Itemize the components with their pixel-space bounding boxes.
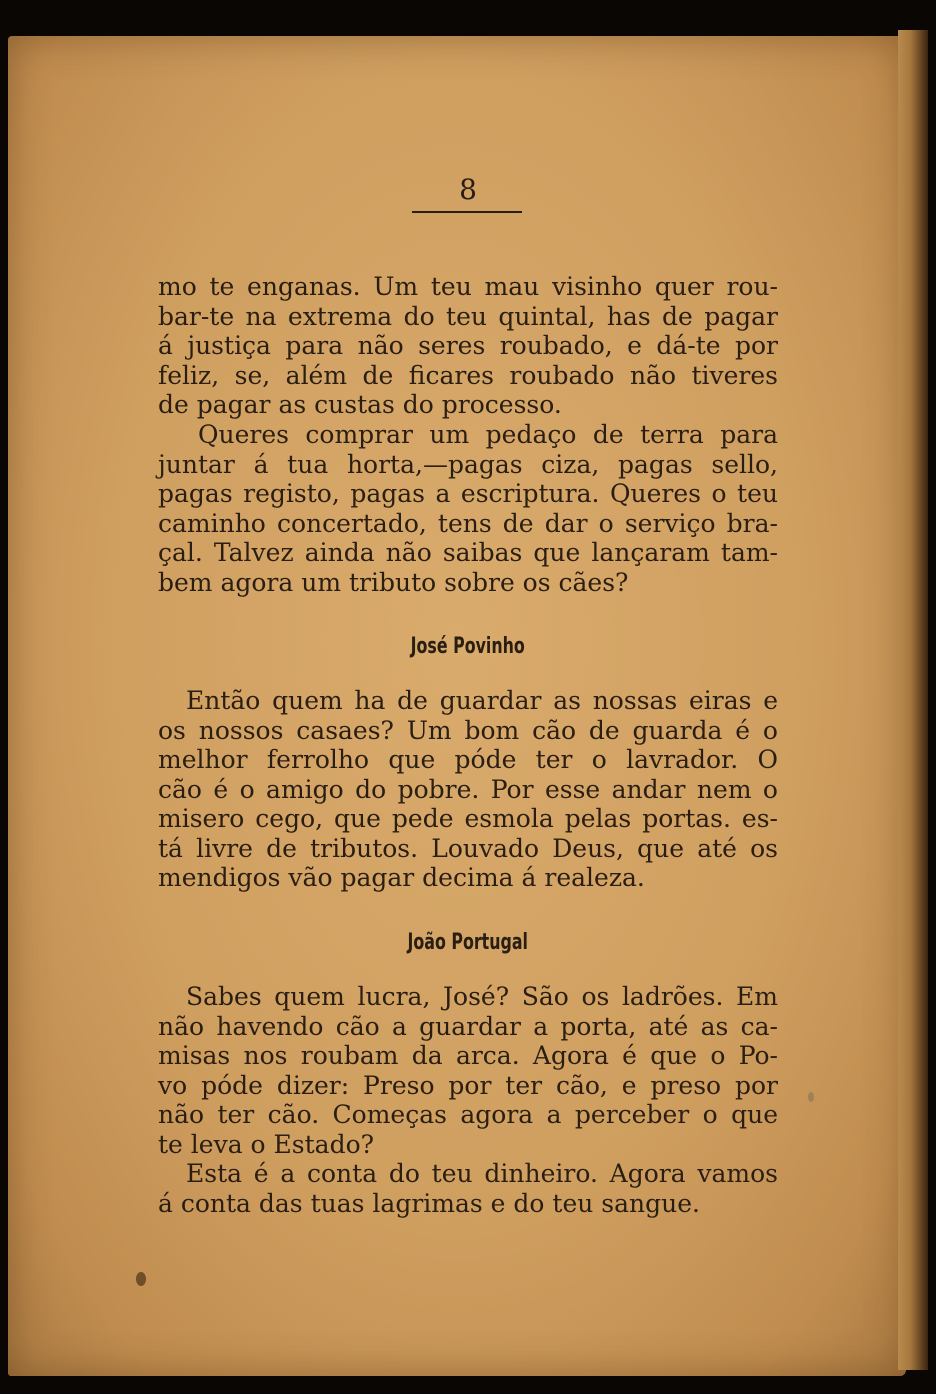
- page-edge: [898, 30, 928, 1370]
- text-line: mendigos vão pagar decima á realeza.: [158, 863, 645, 892]
- speaker-heading-joao-portugal: João Portugal: [407, 930, 528, 955]
- text-line: á justiça para não seres roubado, e dá-te por: [158, 331, 778, 360]
- text-line: pagas registo, pagas a escriptura. Queres o teu: [158, 479, 778, 508]
- text-line: bem agora um tributo sobre os cães?: [158, 567, 629, 597]
- text-line: misas nos roubam da arca. Agora é que o Po-: [158, 1041, 778, 1070]
- text-line: tá livre de tributos. Louvado Deus, que até os: [158, 833, 778, 863]
- text-line: os nossos casaes? Um bom cão de guarda é o: [158, 715, 778, 745]
- text-line: não havendo cão a guardar a porta, até as ca-: [158, 1011, 778, 1041]
- ink-smudge: [808, 1092, 814, 1102]
- paragraph-3: [158, 686, 778, 893]
- text-line: cão é o amigo do pobre. Por esse andar nem o: [158, 774, 778, 804]
- text-line: misero cego, que pede esmola pelas portas. es-: [158, 804, 778, 833]
- speaker-heading-jose-povinho: José Povinho: [410, 634, 525, 659]
- text-line: não ter cão. Começas agora a perceber o que: [158, 1100, 778, 1129]
- text-line: juntar á tua horta,—pagas ciza, pagas sello,: [158, 449, 778, 479]
- ink-smudge: [136, 1272, 146, 1286]
- paragraph-2: [158, 420, 778, 597]
- text-line: de pagar as custas do processo.: [158, 390, 562, 419]
- text-line: Queres comprar um pedaço de terra para: [198, 420, 778, 449]
- text-line: á conta das tuas lagrimas e do teu sangue.: [158, 1188, 700, 1218]
- text-line: Sabes quem lucra, José? São os ladrões. Em: [186, 982, 778, 1011]
- paragraph-4: [158, 982, 778, 1159]
- text-line: melhor ferrolho que póde ter o lavrador. O: [158, 745, 778, 774]
- text-line: vo póde dizer: Preso por ter cão, e preso por: [158, 1070, 778, 1100]
- page-number: 8: [459, 173, 477, 206]
- text-line: caminho concertado, tens de dar o serviço bra-: [158, 508, 778, 538]
- paragraph-1: [158, 272, 778, 420]
- text-line: te leva o Estado?: [158, 1129, 375, 1159]
- text-line: Esta é a conta do teu dinheiro. Agora vamos: [186, 1159, 778, 1188]
- paragraph-5: [158, 1159, 778, 1218]
- page-number-rule: [412, 211, 522, 213]
- text-line: mo te enganas. Um teu mau visinho quer rou-: [158, 272, 778, 301]
- text-line: Então quem ha de guardar as nossas eiras e: [186, 686, 778, 715]
- text-line: feliz, se, além de ficares roubado não tiveres: [158, 360, 778, 390]
- text-line: çal. Talvez ainda não saibas que lançaram tam-: [158, 538, 778, 567]
- text-line: bar-te na extrema do teu quintal, has de pagar: [158, 301, 778, 331]
